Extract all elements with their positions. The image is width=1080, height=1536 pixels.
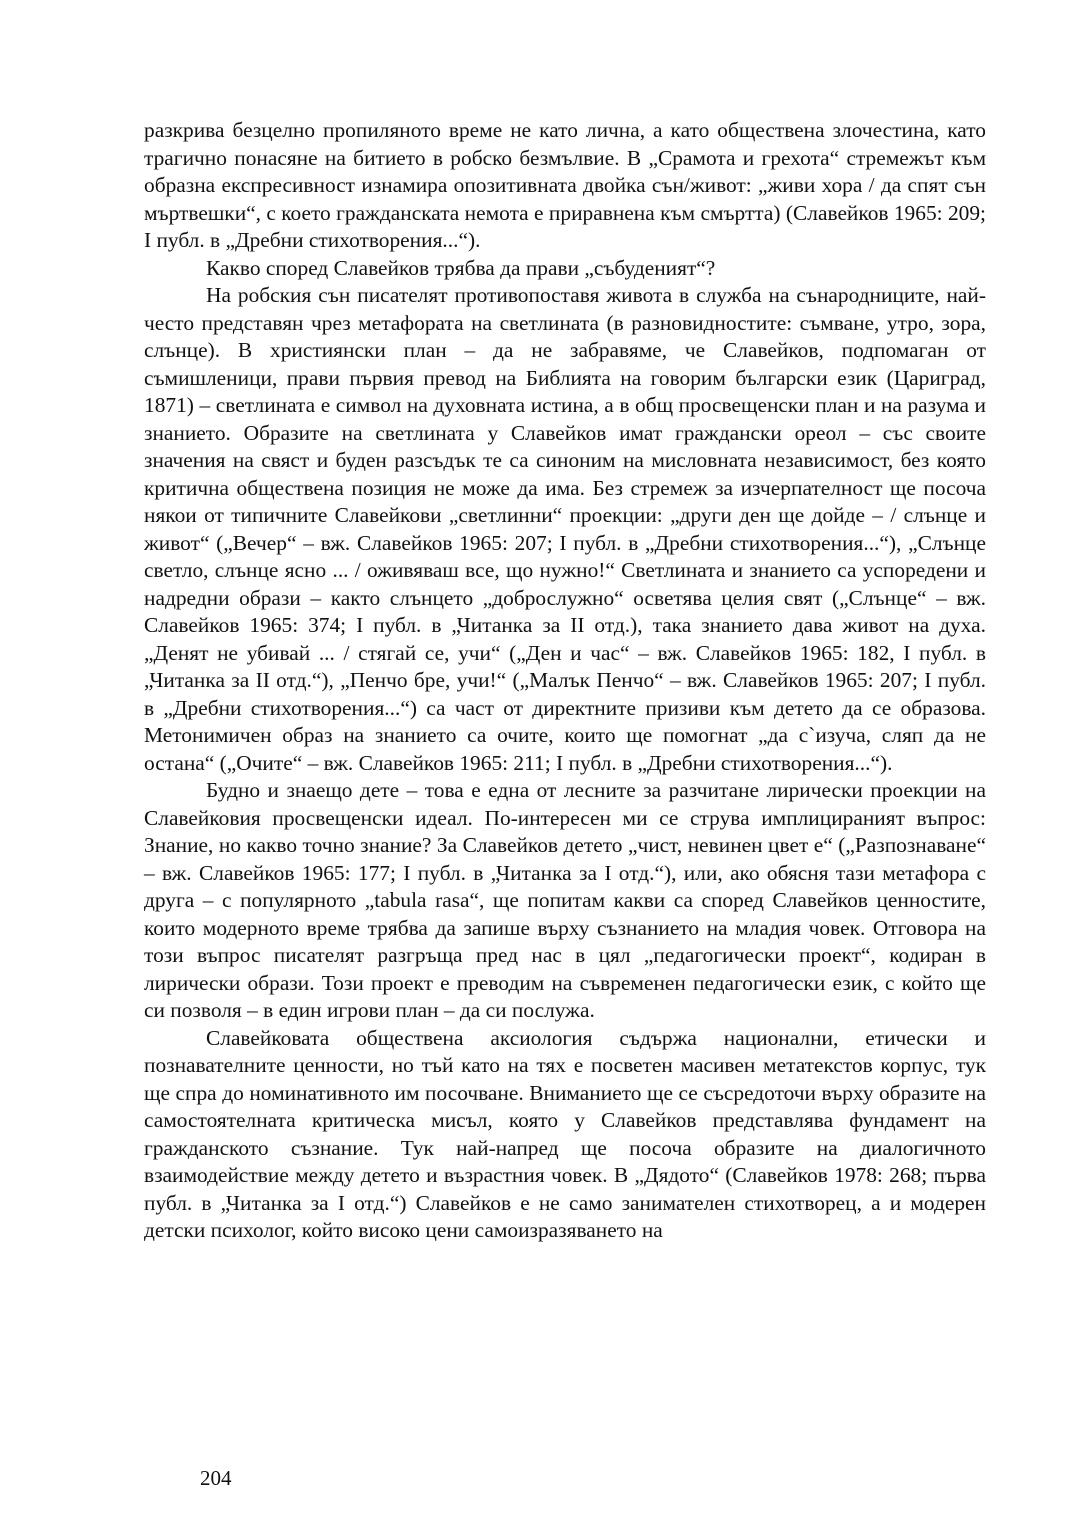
paragraph-1: разкрива безцелно пропиляното време не като лична, а като обществена злочестина, като трагично понасяне на битието в робско безмълвие. В „Срамота и грехота“ стремежът към образна експресивност изнамира опозитивната двойка сън/живот: „живи хора / да спят сън мъртвешки“, с което гражданската немота е приравнена към смъртта) (Славейков 1965: 209; I публ. в „Дребни стихотворения...“). — [144, 118, 986, 252]
paragraph-5: Славейковата обществена аксиология съдържа национални, етически и познавателните ценности, но тъй като на тях е посветен масивен метатекстов корпус, тук ще спра до номинативното им посочване. Вниманието ще се съсредоточи върху образите на самостоятелната критическа мисъл, която у Славейков представлява фундамент на гражданското съзнание. Тук най-напред ще посоча образите на диалогичното взаимодействие между детето и възрастния човек. В „Дядото“ (Славейков 1978: 268; първа публ. в „Читанка за I отд.“) Славейков е не само занимателен стихотворец, а и модерен детски психолог, който високо цени самоизразяването на — [144, 1025, 986, 1242]
paragraph-3: На робския сън писателят противопоставя живота в служба на сънародниците, най-често представян чрез метафората на светлината (в разновидностите: съмване, утро, зора, слънце). В християнски план – да не забравяме, че Славейков, подпомаган от съмишленици, прави първия превод на Библията на говорим български език (Цариград, 1871) – светлината е символ на духовната истина, а в общ просвещенски план и на разума и знанието. Образите на светлината у Славейков имат граждански ореол – със своите значения на свяст и буден разсъдък те са синоним на мисловната независимост, без която критична обществена позиция не може да има. Без стремеж за изчерпателност ще посоча някои от типичните Славейкови „светлинни“ проекции: „други ден ще дойде – / слънце и живот“ („Вечер“ – вж. Славейков 1965: 207; I публ. в „Дребни стихотворения...“), „Слънце светло, слънце ясно ... / оживяваш все, що нужно!“ Светлината и знанието са успоредени и надредни образи – както слънцето „доброслужно“ осветява целия свят („Слънце“ – вж. Славейков 1965: 374; I публ. в „Читанка за II отд.), така знанието дава живот на духа. „Денят не убивай ... / стягай се, учи“ („Ден и час“ – вж. Славейков 1965: 182, I публ. в „Читанка за II отд.“), „Пенчо бре, учи!“ („Малък Пенчо“ – вж. Славейков 1965: 207; I публ. в „Дребни стихотворения...“) са част от директните призиви към детето да се образова. Метонимичен образ на знанието са очите, които ще помогнат „да с`изуча, сляп да не остана“ („Очите“ – вж. Славейков 1965: 211; I публ. в „Дребни стихотворения...“). — [144, 283, 986, 775]
paragraph-4: Будно и знаещо дете – това е една от лесните за разчитане лирически проекции на Славейковия просвещенски идеал. По-интересен ми се струва имплицираният въпрос: Знание, но какво точно знание? За Славейков детето „чист, невинен цвет е“ („Разпознаване“ – вж. Славейков 1965: 177; I публ. в „Читанка за I отд.“), или, ако обясня тази метафора с друга – с популярното „tabula rasa“, ще попитам какви са според Славейков ценностите, които модерното време трябва да запише върху съзнанието на младия човек. Отговора на този въпрос писателят разгръща пред нас в цял „педагогически проект“, кодиран в лирически образи. Този проект е преводим на съвременен педагогически език, с който ще си позволя – в един игрови план – да си послужа. — [144, 778, 986, 1022]
body-text — [144, 117, 986, 1245]
paragraph-2: Какво според Славейков трябва да прави „събуденият“? — [206, 255, 716, 280]
page-number: 204 — [200, 1466, 232, 1490]
